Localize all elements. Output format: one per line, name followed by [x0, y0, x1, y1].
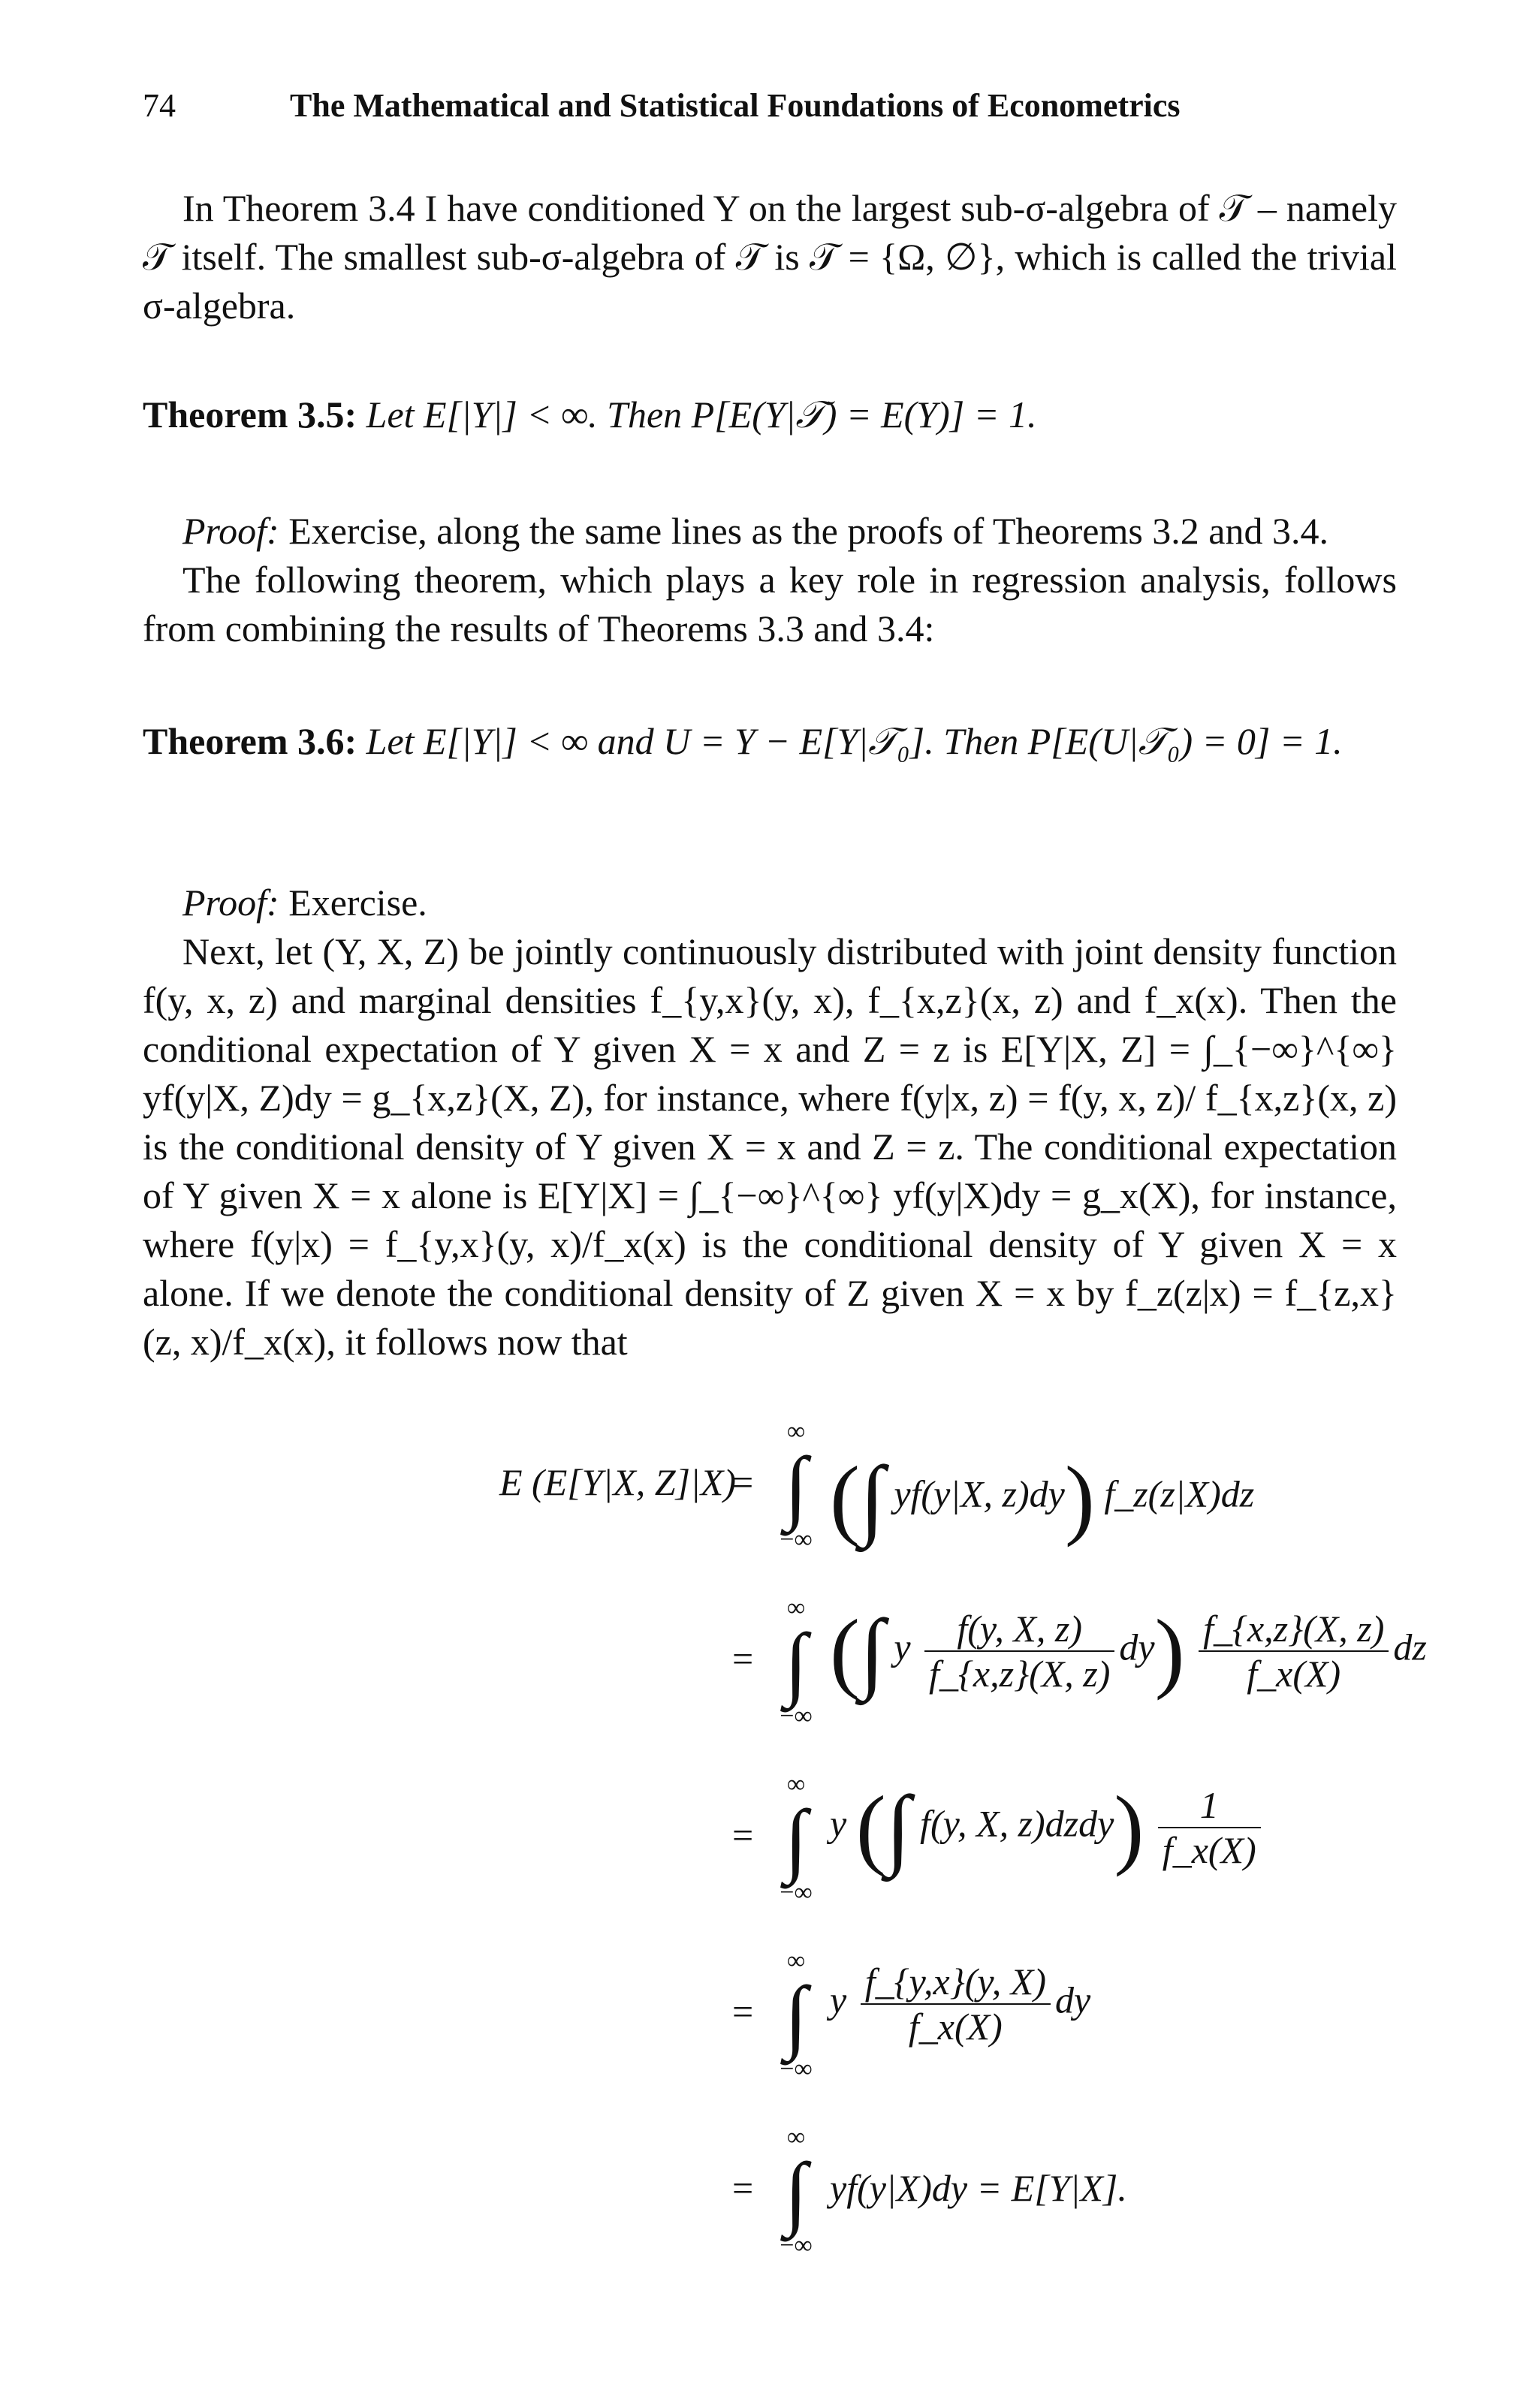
theorem-3-5 [143, 390, 1397, 439]
integral-sign: ∞ ∫ −∞ [780, 1418, 813, 1554]
proof-1 [143, 507, 1397, 556]
theorem-3-5-label: Theorem 3.5: [143, 393, 357, 435]
theorem-3-6-text: Let E[|Y|] < ∞ and U = Y − E[Y|𝒯₀]. Then P[E(U|𝒯₀) = 0] = 1. [366, 720, 1343, 762]
equation-line-3 [143, 1742, 1397, 1922]
equation-line-1 [143, 1389, 1397, 1569]
paragraph-3: Next, let (Y, X, Z) be jointly continuously distributed with joint density function f(y, x, z) and marginal densities f_{y,x}(y, x), f_{x,z}(x, z) and f_x(x). Then the conditional expectation of Y given X = x and Z = z is E[Y|X, Z] = ∫_{−∞}^{∞} yf(y|X, Z)dy = g_{x,z}(X, Z), for instance, where f(y|x, z) = f(y, x, z)/ f_{x,z}(x, z) is the conditional density of Y given X = x and Z = z. The conditional expectation of Y given X = x alone is E[Y|X] = ∫_{−∞}^{∞} yf(y|X)dy = g_x(X), for instance, where f(y|x) = f_{y,x}(y, x)/f_x(x) is the conditional density of Y given X = x alone. If we denote the conditional density of Z given X = x by f_z(z|x) = f_{z,x}(z, x)/f_x(x), it follows now that [143, 930, 1397, 1363]
equation-line-1-body: (∫ yf(y|X, z)dy) f_z(z|X)dz [830, 1448, 1255, 1548]
integral-sign: ∞ ∫ −∞ [780, 2123, 813, 2259]
equation-line-3-body: y (∫ f(y, X, z)dzdy) $\frac{1}{f\_x(X)}$ [830, 1783, 1265, 1872]
integral-sign: ∞ ∫ −∞ [780, 1947, 813, 2083]
proof-1-text: Exercise, along the same lines as the proofs of Theorems 3.2 and 3.4. [288, 510, 1329, 552]
integral-sign: ∞ ∫ −∞ [780, 1771, 813, 1906]
equals-sign: = [732, 1638, 754, 1680]
theorem-3-5-text: Let E[|Y|] < ∞. Then P[E(Y|𝒯) = E(Y)] = 1. [366, 393, 1037, 435]
equation-line-2-body: (∫ y $\frac{f(y, X, z)}{f\_\{x,z\}(X, z)}$ dy) $\frac{f\_\{x,z\}(X, z)}{f\_x(X)}$ dz [830, 1601, 1427, 1701]
equals-sign: = [732, 2167, 754, 2209]
equation-line-4-body: y $\frac{f\_\{y,x\}(y, X)}{f\_x(X)}$ dy [830, 1960, 1091, 2048]
theorem-3-6-label: Theorem 3.6: [143, 720, 357, 762]
theorem-3-6 [143, 717, 1397, 766]
proof-2-text: Exercise. [288, 882, 427, 924]
running-title: The Mathematical and Statistical Foundations of Econometrics [290, 87, 1181, 124]
equation-line-5 [143, 2095, 1397, 2275]
equation-line-5-body: yf(y|X)dy = E[Y|X]. [830, 2167, 1127, 2209]
proof-2 [143, 879, 1397, 927]
equation-line-4 [143, 1918, 1397, 2099]
paragraph-1: In Theorem 3.4 I have conditioned Y on the largest sub-σ-algebra of 𝒯 – namely 𝒯 itself. The smallest sub-σ-algebra of 𝒯 is 𝒯 = {Ω, ∅}, which is called the trivial σ-algebra. [143, 187, 1397, 327]
equals-sign: = [732, 1461, 754, 1503]
paragraph-2: The following theorem, which plays a key role in regression analysis, follows from combining the results of Theorems 3.3 and 3.4: [143, 559, 1397, 649]
equals-sign: = [732, 1814, 754, 1856]
equation-lhs: E (E[Y|X, Z]|X) [499, 1461, 736, 1503]
equation-line-2 [143, 1566, 1427, 1746]
proof-1-label: Proof: [182, 510, 279, 552]
integral-sign: ∞ ∫ −∞ [780, 1594, 813, 1730]
equals-sign: = [732, 1991, 754, 2033]
proof-2-label: Proof: [182, 882, 279, 924]
page-number: 74 [143, 87, 176, 124]
